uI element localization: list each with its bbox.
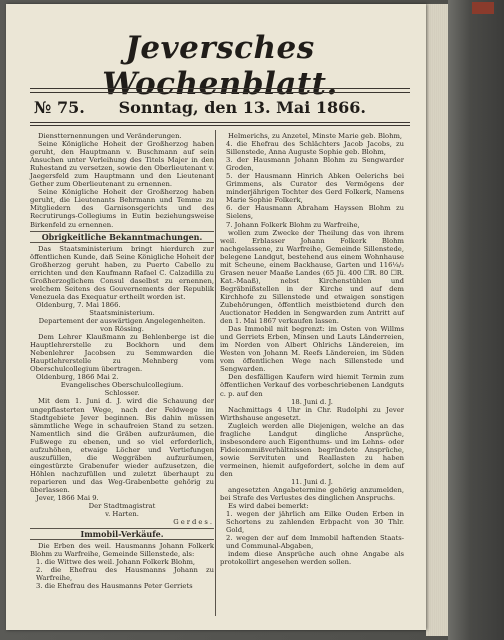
indented-line: Jever, 1866 Mai 9. [36, 494, 99, 503]
issue-line [30, 98, 410, 120]
paragraph: indem diese Ansprüche auch ohne Angabe als protokollirt angesehen werden sollen. [220, 550, 404, 567]
centered-line: Staatsministerium. [89, 308, 155, 317]
paragraph: Dienstternennungen und Veränderungen. [38, 132, 182, 140]
masthead-rule-thin [30, 92, 410, 93]
paragraph: Zugleich werden alle Diejenigen, welche an das fragliche Landgut dingliche Ansprüche, insbesondere auch Eigenthums- und im Lehns- oder Fideicommißverhältnissen begründete Ansprüche, sowie Servituten und Reallasten zu haben vermeinen, hiemit aufgefordert, solche in dem auf den [220, 421, 404, 478]
indented-line: 6. der Hausmann Abraham Hayssen Blohm zu Sielens, [226, 204, 404, 221]
right-column [220, 132, 404, 567]
centered-line: Evangelisches Oberschulcollegium. [60, 381, 184, 390]
paragraph: Das Staatsministerium bringt hierdurch zur öffentlichen Kunde, daß Seine Königliche Hoheit der Großherzog geruht haben, zu Puerto Cabello zu errichten und den Kaufmann Rafael C. Calzadilla zu Großherzoglichem Consul daselbst zu ernennen, welchem Seitens des Gouvernements der Republik Venezuela das Exequatur ertheilt worden ist. [30, 244, 214, 301]
left-column [30, 132, 214, 590]
centered-line: v. Harten. [105, 510, 139, 519]
indented-line: 1. die Wittwe des weil. Johann Folkerk Blohm, [36, 558, 196, 567]
issue-rule-thin [30, 125, 410, 126]
issue-date: Sonntag, den 13. Mai 1866. [118, 98, 366, 117]
masthead-title: Jeversches Wochenblatt. [102, 30, 338, 102]
indented-line: 4. die Ehefrau des Schlächters Jacob Jacobs, zu Sillenstede, Anna Auguste Sophie geb. Blohm, [226, 140, 404, 157]
paragraph: Helmerichs, zu Anzetel, Minste Marie geb. Blohm, [228, 132, 403, 140]
spine-tab [472, 2, 494, 14]
issue-rule [30, 122, 410, 123]
paragraph: Seine Königliche Hoheit der Großherzog haben geruht, den Hauptmann v. Buschmann auf sein Ansuchen unter Verleihung des Titels Majer in den Ruhestand zu versetzen, sowie den Oberlieutenant v. Jaegersfeld zum Hauptmann und den Lieutenant Gether zum Oberlieutenant zu ernennen. [30, 140, 214, 189]
indented-line: 1. wegen der jährlich am Eilke Ouden Erben in Schortens zu zahlenden Erbpacht von 30 Thlr. Gold, [226, 510, 404, 535]
paragraph: Die Erben des weil. Hausmanns Johann Folkerk Blohm zu Warfreihe, Gemeinde Sillenstede, als: [30, 542, 214, 559]
page-edges [426, 4, 448, 636]
paragraph: Den desfälligen Kaufern wird hiemit Termin zum öffentlichen Verkauf des vorbeschriebenen Landguts c. p. auf den [220, 373, 404, 398]
paragraph: Nachmittags 4 Uhr in Chr. Rudolphi zu Jever Wirthshause angesetzt. [220, 405, 404, 422]
section-heading: Obrigkeitliche Bekanntmachungen. [30, 231, 214, 243]
indented-line: 3. die Ehefrau des Hausmanns Peter Gerriets [36, 582, 193, 591]
book-spine [448, 0, 504, 640]
paragraph: wollen zum Zwecke der Theilung das von ihrem weil. Erblasser Johann Folkerk Blohm nachgelassene, zu Warfreihe, Gemeinde Sillenstede, belegene Landgut, bestehend aus einem Wohnhause mit Scheune, einem Backhause, Garten und 116¼/₂ Grasen neuer Maaße Landes (65 Jü. 400 ☐R. 80 ☐R. Kat.-Maaß), nebst Kirchenstühlen und Begräbnißstellen in der Kirche und auf dem Kirchhofe zu Sillenstede und etwaigen sonstigen Zubehörungen, öffentlich meistbietend durch den Auctionator Hedden in Sengwarden zum Antritt auf den 1. Mai 1867 verkaufen lassen. [220, 228, 404, 326]
centered-line: von Rössing. [100, 325, 144, 334]
issue-number: № 75. [34, 98, 85, 117]
centered-line: Departement der auswärtigen Angelegenheiten. [38, 316, 206, 325]
section-heading: Immobil-Verkäufe. [30, 528, 214, 540]
paragraph: Mit dem 1. Juni d. J. wird die Schauung der ungepflasterten Wege, nach der Feldwege im Stadtgebiete Jever beginnen. Bis dahin müssen sämmtliche Wege in schaufreien Stand zu setzen. Namentlich sind die Gräben aufzuräumen, die Fußwege zu ebenen, und so viel erforderlich, aufzuhöhen, etwaige Löcher und Vertiefungen auszufüllen, die Weggräben aufzuräumen, eingestürzte Grabenufer wieder aufzusetzen, die Höhlen nachzufüllen und zuletzt überhaupt zu reparieren und das Weg-Grabenbette gehörig zu überlassen. [30, 397, 214, 494]
indented-line: 2. die Ehefrau des Hausmanns Johann zu Warfreihe, [36, 566, 214, 583]
column-divider [215, 130, 216, 616]
paragraph: Das Immobil mit begrenzt: im Osten von Willms und Gerriets Erben, Minsen und Lauts Länderreien, im Norden von Albert Ohlrichs Ländereien, im Westen von Johann M. Reefs Ländereien, im Süden vom öffentlichen Wege nach Sillenstede und Sengwarden. [220, 325, 404, 374]
paragraph: Es wird dabei bemerkt: [228, 502, 309, 511]
indented-line: 2. wegen der auf dem Immobil haftenden Staats- und Communal-Abgaben, [226, 534, 404, 551]
indented-line: 5. der Hausmann Hinrich Abken Oelerichs bei Grimmens, als Curator des Vermögens der minderjährigen Tochter des Gerd Folkerk, Namens Marie Sophie Folkerk, [226, 172, 404, 205]
signature: Gerdes. [173, 518, 214, 527]
paragraph: Dem Lehrer Klaußmann zu Behlenberge ist die Hauptlehrerstelle zu Bockhorn und dem Nebenlehrer Jacobsen zu Semmwarden die Hauptlehrerstelle zu Mehnberg vom Oberschulcollegium übertragen. [30, 333, 214, 374]
indented-line: Oldenburg, 1866 Mai 2. [36, 373, 119, 382]
paragraph: angesetzten Angabetermine gehörig anzumelden, bei Strafe des Verlustes des dinglichen Anspruchs. [220, 486, 404, 503]
centered-line: 11. Juni d. J. [291, 478, 333, 487]
indented-line: 7. Johann Folkerk Blohm zu Warfreihe, [226, 220, 360, 229]
paragraph: Seine Königliche Hoheit der Großherzog haben geruht, die Lieutenants Behrmann und Temme zu Mitgliedern des Garnisonsgerichts und des Recrutirungs-Collegiums in Eutin beziehungsweise Birkenfeld zu ernennen. [30, 188, 214, 229]
centered-line: 18. Juni d. J. [291, 397, 333, 406]
centered-line: Schlosser. [104, 389, 140, 398]
masthead-rule [30, 88, 410, 89]
indented-line: Oldenburg, 7. Mai 1866. [36, 300, 121, 309]
centered-line: Der Stadtmagistrat [88, 502, 156, 511]
indented-line: 3. der Hausmann Johann Blohm zu Sengwarder Groden, [226, 156, 404, 173]
